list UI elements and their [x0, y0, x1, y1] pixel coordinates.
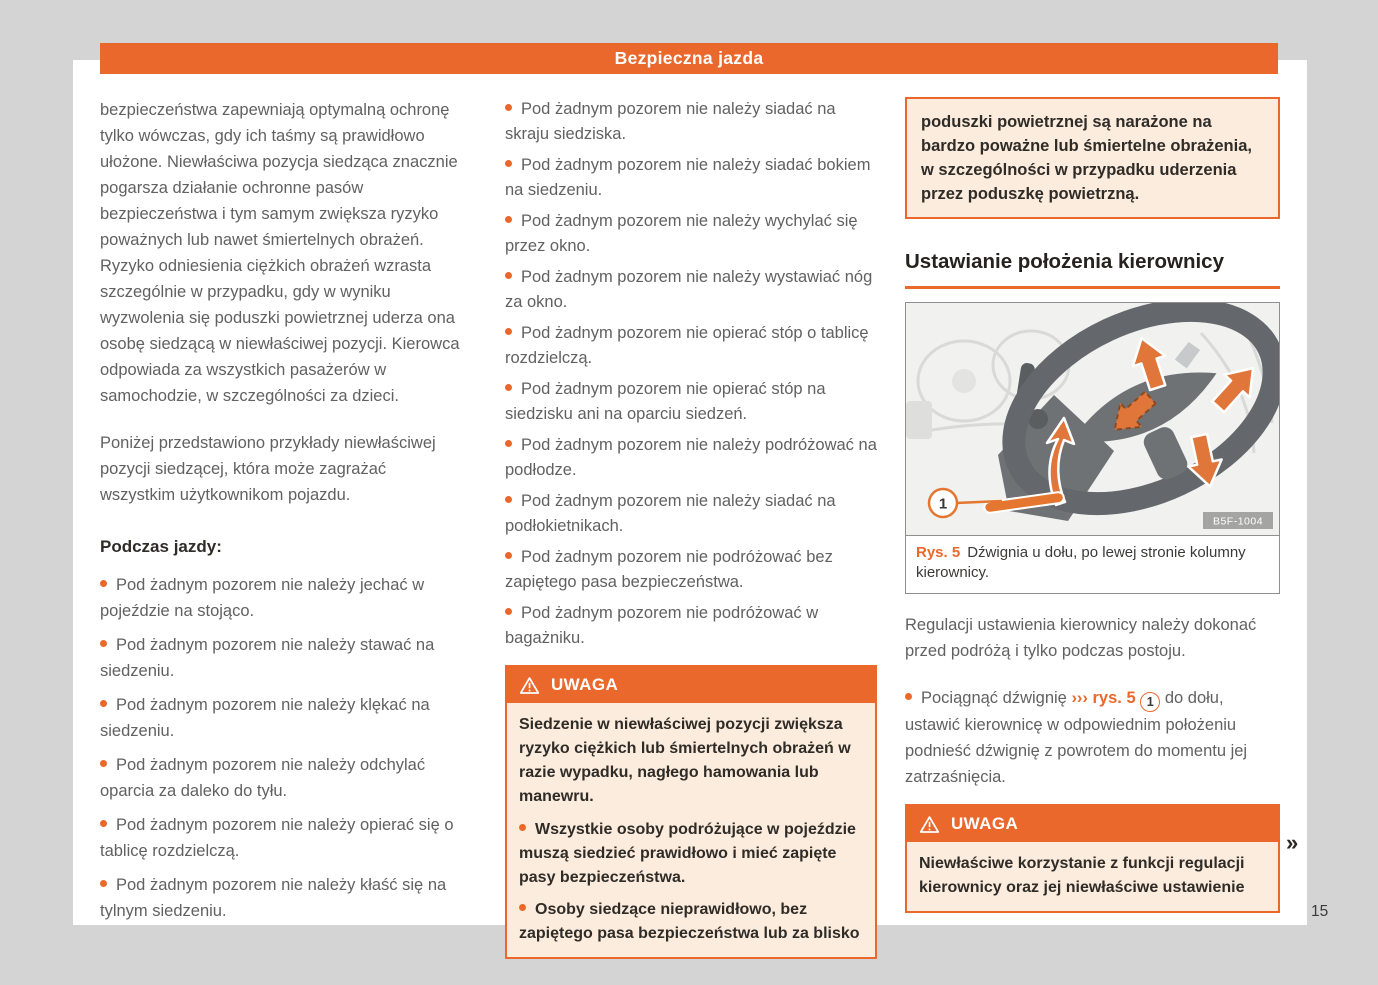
warning-list-item: Wszystkie osoby podróżujące w pojeździe muszą siedzieć prawidłowo i mieć zapięte pasy bezpieczeństwa.: [519, 821, 856, 886]
figure-caption-text: Dźwignia u dołu, po lewej stronie kolumny kierownicy.: [916, 544, 1246, 581]
bullet-icon: [100, 640, 107, 647]
bullet-icon: [519, 904, 526, 911]
warning-box-seating: [505, 665, 877, 959]
bullet-icon: [505, 608, 512, 615]
vent-sketch: [906, 401, 932, 439]
warning-box-body: [507, 703, 875, 957]
steering-wheel-illustration: [906, 303, 1279, 536]
warning-text: Niewłaściwe korzystanie z funkcji regulacji kierownicy oraz jej niewłaściwe ustawienie: [919, 855, 1245, 896]
ref-arrows-icon: ›››: [1071, 689, 1088, 707]
section-heading: Ustawianie położenia kierownicy: [905, 249, 1280, 289]
bullet-icon: [505, 272, 512, 279]
bullet-icon: [505, 160, 512, 167]
list-item: Pod żadnym pozorem nie należy siadać na skraju siedziska.: [505, 100, 836, 143]
list-item: Pod żadnym pozorem nie podróżować bez zapiętego pasa bezpieczeństwa.: [505, 548, 833, 591]
page-number: 15: [1311, 903, 1329, 920]
list-item: Pod żadnym pozorem nie należy odchylać oparcia za daleko do tyłu.: [100, 756, 426, 800]
bullet-icon: [100, 700, 107, 707]
warning-box-header: [907, 806, 1278, 842]
list-item: Pod żadnym pozorem nie należy stawać na siedzeniu.: [100, 636, 435, 680]
column-middle: [505, 97, 877, 959]
bullet-icon: [519, 824, 526, 831]
list-item: Pod żadnym pozorem nie należy klękać na siedzeniu.: [100, 696, 430, 740]
figure-5: [905, 302, 1280, 594]
callout-number: 1: [938, 495, 948, 513]
paragraph: Poniżej przedstawiono przykłady niewłaściwej pozycji siedzącej, która może zagrażać wszystkim użytkownikom pojazdu.: [100, 434, 436, 504]
bullet-icon: [100, 880, 107, 887]
list-item: Pod żadnym pozorem nie opierać stóp o tablicę rozdzielczą.: [505, 324, 869, 367]
column-left: [100, 97, 462, 932]
chapter-title: Bezpieczna jazda: [614, 48, 764, 68]
list-item: Pod żadnym pozorem nie należy wychylać się przez okno.: [505, 212, 858, 255]
bullet-icon: [505, 104, 512, 111]
continuation-marker: »: [1286, 830, 1299, 855]
chapter-header-bar: [100, 43, 1278, 74]
gauge-sketch: [952, 369, 976, 393]
list-item: Pod żadnym pozorem nie opierać stóp na siedzisku ani na oparciu siedzeń.: [505, 380, 826, 423]
column-right: [905, 97, 1280, 913]
list-item: Pod żadnym pozorem nie należy jechać w pojeździe na stojąco.: [100, 576, 425, 620]
paragraph: Regulacji ustawienia kierownicy należy dokonać przed podróżą i tylko podczas postoju.: [905, 616, 1257, 660]
warning-list-item: Osoby siedzące nieprawidłowo, bez zapiętego pasa bezpieczeństwa lub za blisko: [519, 901, 860, 942]
list-item: Pod żadnym pozorem nie należy opierać się o tablicę rozdzielczą.: [100, 816, 454, 860]
subheading-podczas-jazdy: Podczas jazdy:: [100, 537, 222, 556]
bullet-icon: [505, 384, 512, 391]
warning-box-body: [907, 842, 1278, 911]
bullet-icon: [905, 693, 912, 700]
bullet-icon: [505, 552, 512, 559]
list-item: Pod żadnym pozorem nie należy siadać bokiem na siedzeniu.: [505, 156, 871, 199]
figure-label: Rys. 5: [916, 544, 961, 561]
figure-caption: [906, 536, 1279, 593]
cross-reference: ››› rys. 5: [1071, 689, 1136, 707]
warning-triangle-icon: [919, 815, 940, 834]
bullet-icon: [100, 580, 107, 587]
image-code-plate: [1203, 512, 1273, 529]
bullet-icon: [100, 760, 107, 767]
image-code: B5F-1004: [1212, 515, 1264, 528]
list-item: Pod żadnym pozorem nie należy siadać na podłokietnikach.: [505, 492, 836, 535]
bullet-icon: [505, 216, 512, 223]
warning-title: UWAGA: [551, 675, 619, 694]
bullet-icon: [505, 328, 512, 335]
list-item: Pod żadnym pozorem nie należy podróżować na podłodze.: [505, 436, 877, 479]
warning-title: UWAGA: [951, 814, 1019, 833]
list-item: Pod żadnym pozorem nie należy wystawiać nóg za okno.: [505, 268, 873, 311]
warning-box-steering: [905, 804, 1280, 913]
bullet-icon: [505, 496, 512, 503]
warning-carryover-box: poduszki powietrznej są narażone na bardzo poważne lub śmiertelne obrażenia, w szczególności w przypadku uderzenia przez poduszkę powietrzną.: [905, 97, 1280, 219]
warning-triangle-icon: [519, 676, 540, 695]
warning-box-header: [507, 667, 875, 703]
ref-number-badge: 1: [1140, 692, 1160, 712]
paragraph: bezpieczeństwa zapewniają optymalną ochronę tylko wówczas, gdy ich taśmy są prawidłowo ułożone. Niewłaściwa pozycja siedząca znacznie pogarsza działanie ochronne pasów bezpieczeństwa i tym samym zwiększa ryzyko poważnych lub nawet śmiertelnych obrażeń. Ryzyko odniesienia ciężkich obrażeń wzrasta szczególnie w przypadku, gdy w wyniku wyzwolenia się poduszki powietrznej uderza ona osobę siedzącą w niewłaściwej pozycji. Kierowca odpowiada za wszystkich pasażerów w samochodzie, w szczególności za dzieci.: [100, 101, 460, 405]
step-item: Pociągnąć dźwignię ››› rys. 5 1 do dołu, ustawić kierownicę w odpowiednim położeniu podnieść dźwignię z powrotem do momentu jej zatrzaśnięcia.: [905, 689, 1248, 786]
list-item: Pod żadnym pozorem nie podróżować w bagażniku.: [505, 604, 819, 647]
list-item: Pod żadnym pozorem nie należy kłaść się na tylnym siedzeniu.: [100, 876, 447, 920]
warning-lead: Siedzenie w niewłaściwej pozycji zwiększa ryzyko ciężkich lub śmiertelnych obrażeń w razie wypadku, nagłego hamowania lub manewru.: [519, 716, 851, 805]
bullet-icon: [505, 440, 512, 447]
bullet-icon: [100, 820, 107, 827]
